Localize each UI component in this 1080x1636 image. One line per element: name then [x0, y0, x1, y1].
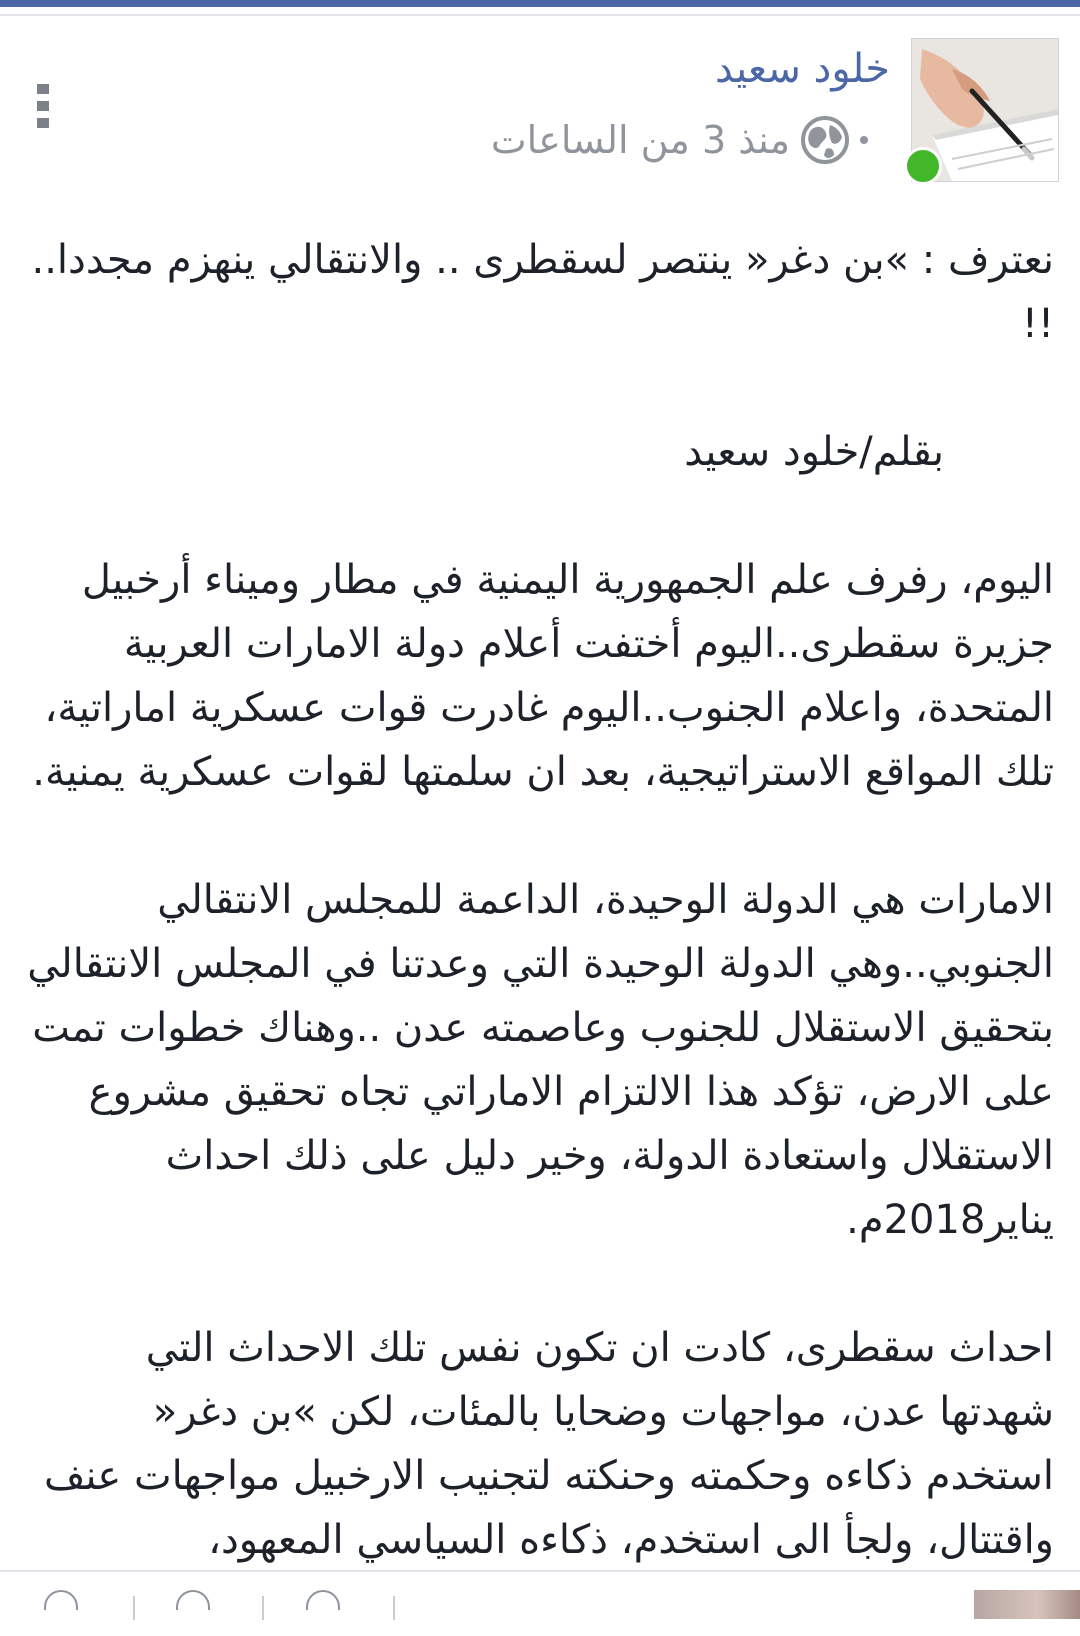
comment-icon[interactable] — [176, 1590, 210, 1610]
post-byline: بقلم/خلود سعيد — [684, 429, 944, 475]
online-status-indicator — [904, 147, 942, 185]
like-icon[interactable] — [44, 1590, 78, 1610]
bottom-action-bar — [0, 1572, 1080, 1619]
post-paragraph: احداث سقطرى، كادت ان تكون نفس تلك الاحداث التي شهدتها عدن، مواجهات وضحايا بالمئات، لكن »بن دغر« استخدم ذكاءه وحكمته وحنكته لتجنيب الارخبيل مواجهات عنف واقتتال، ولجأ الى استخدم، ذكاءه السياسي المعهود، — [43, 1325, 1054, 1563]
share-icon[interactable] — [306, 1590, 340, 1610]
post-paragraph: اليوم، رفرف علم الجمهورية اليمنية في مطار وميناء أرخبيل جزيرة سقطرى..اليوم أختفت أعلام دولة الامارات العربية المتحدة، واعلام الجنوب..اليوم غادرت قوات عسكرية اماراتية، تلك المواقع الاستراتيجية، بعد ان سلمتها لقوات عسكرية يمنية. — [32, 557, 1054, 795]
meta-separator-dot — [860, 136, 868, 144]
more-vertical-icon — [37, 84, 49, 94]
next-post-thumbnail[interactable] — [974, 1590, 1080, 1619]
post-author-name[interactable]: خلود سعيد — [714, 46, 890, 92]
globe-icon — [800, 115, 850, 165]
post-timestamp[interactable]: منذ 3 من الساعات — [490, 118, 790, 162]
more-options-button[interactable] — [33, 80, 53, 132]
post-meta — [491, 112, 890, 168]
post-body — [22, 228, 1054, 1636]
top-divider — [0, 14, 1080, 16]
top-accent-bar — [0, 0, 1080, 7]
post-title: نعترف : »بن دغر« ينتصر لسقطرى .. والانتقالي ينهزم مجددا.. !! — [31, 237, 1054, 347]
post-paragraph: الامارات هي الدولة الوحيدة، الداعمة للمجلس الانتقالي الجنوبي..وهي الدولة الوحيدة التي وعدتنا في المجلس الانتقالي بتحقيق الاستقلال للجنوب وعاصمته عدن ..وهناك خطوات تمت على الارض، تؤكد هذا الالتزام الاماراتي تجاه تحقيق مشروع الاستقلال واستعادة الدولة، وخير دليل على ذلك احداث يناير2018م. — [27, 877, 1054, 1243]
